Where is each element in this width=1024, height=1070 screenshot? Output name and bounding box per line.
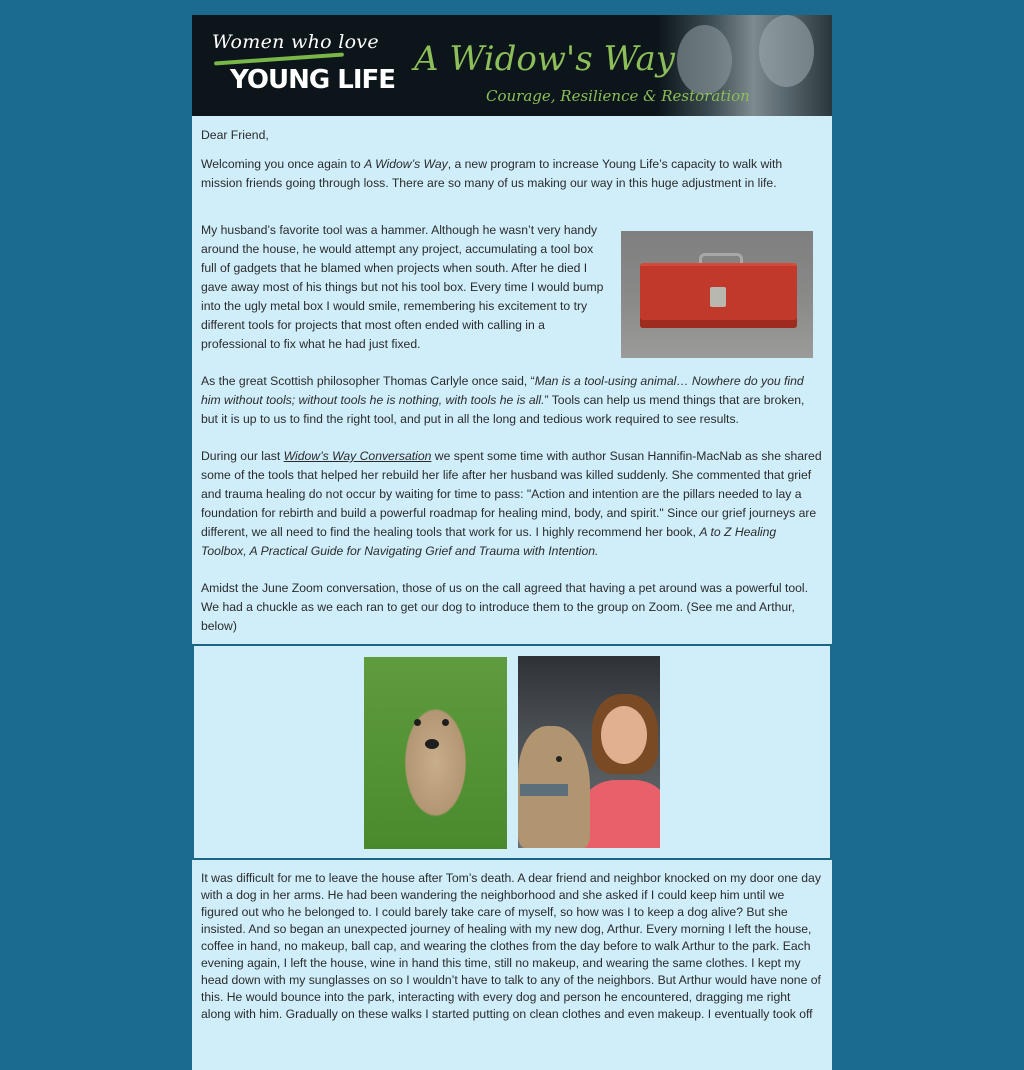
dog-photo [364, 657, 507, 849]
story-section [192, 860, 832, 1070]
selfie-with-dog-photo [518, 656, 660, 848]
brand-logo: YOUNG LIFE [230, 65, 396, 95]
intro-paragraph: Welcoming you once again to A Widow’s Way, a new program to increase Young Life’s capacity to walk with mission friends going through loss. There are so many of us making our way in this huge adjustment in life. [201, 157, 783, 190]
conversation-paragraph: During our last Widow’s Way Conversation we spent some time with author Susan Hannifin-MacNab as she shared some of the tools that helped her rebuild her life after her husband was killed suddenly. She commented that grief and trauma healing do not occur by waiting for time to pass: "Action and intention are the pillars needed to lay a foundation for rebirth and build a powerful roadmap for healing mind, body, and spirit." Since our grief journeys are different, we all need to find the healing tools that work for us. I highly recommend her book, A to Z Healing Toolbox, A Practical Guide for Navigating Grief and Trauma with Intention. [201, 449, 822, 558]
arthur-paragraph: It was difficult for me to leave the house after Tom’s death. A dear friend and neighbor knocked on my door one day with a dog in her arms. He had been wandering the neighborhood and she asked if I could keep him until we figured out who he belonged to. I could barely take care of myself, so how was I to keep a dog alive? But she insisted. And so began an unexpected journey of healing with my new dog, Arthur. Every morning I left the house, coffee in hand, no makeup, ball cap, and wearing the clothes from the day before to walk Arthur to the park. Each evening again, I left the house, wine in hand this time, still no makeup, and wearing the same clothes. I kept my head down with my sunglasses on so I wouldn’t have to talk to any of the neighbors. But Arthur would have none of this. He would bounce into the park, interacting with every dog and person he encountered, dragging me right along with him. Gradually on these walks I started putting on clean clothes and even makeup. I eventually took off [201, 871, 821, 1021]
toolbox-image [621, 231, 813, 358]
carlyle-paragraph: As the great Scottish philosopher Thomas Carlyle once said, “Man is a tool-using animal… Nowhere do you find him without tools; without tools he is nothing, with tools he is all.” Tools can help us mend things that are broken, but it is up to us to find the right tool, and put in all the long and tedious work required to see results. [201, 374, 805, 426]
email-body [192, 15, 832, 1070]
letter-section [192, 116, 832, 646]
program-title: A Widow's Way [414, 39, 675, 79]
greeting: Dear Friend, [201, 128, 269, 142]
photo-section [194, 646, 830, 860]
program-subtitle: Courage, Resilience & Restoration [486, 87, 750, 105]
zoom-paragraph: Amidst the June Zoom conversation, those of us on the call agreed that having a pet around was a powerful tool. We had a chuckle as we each ran to get our dog to introduce them to the group on Zoom. (See me and Arthur, below) [201, 581, 809, 633]
brand-swoosh [214, 52, 344, 65]
widows-way-conversation-link[interactable]: Widow’s Way Conversation [283, 449, 432, 463]
tools-paragraph: My husband’s favorite tool was a hammer. Although he wasn’t very handy around the house, he would attempt any project, accumulating a tool box full of gadgets that he blamed when projects when south. After he died I gave away most of his things but not his tool box. Every time I would bump into the ugly metal box I would smile, remembering his excitement to try different tools for projects that most often ended with calling in a professional to fix what he had just fixed. [201, 223, 604, 351]
brand-tagline: Women who love [212, 31, 379, 53]
header-banner [192, 15, 832, 116]
